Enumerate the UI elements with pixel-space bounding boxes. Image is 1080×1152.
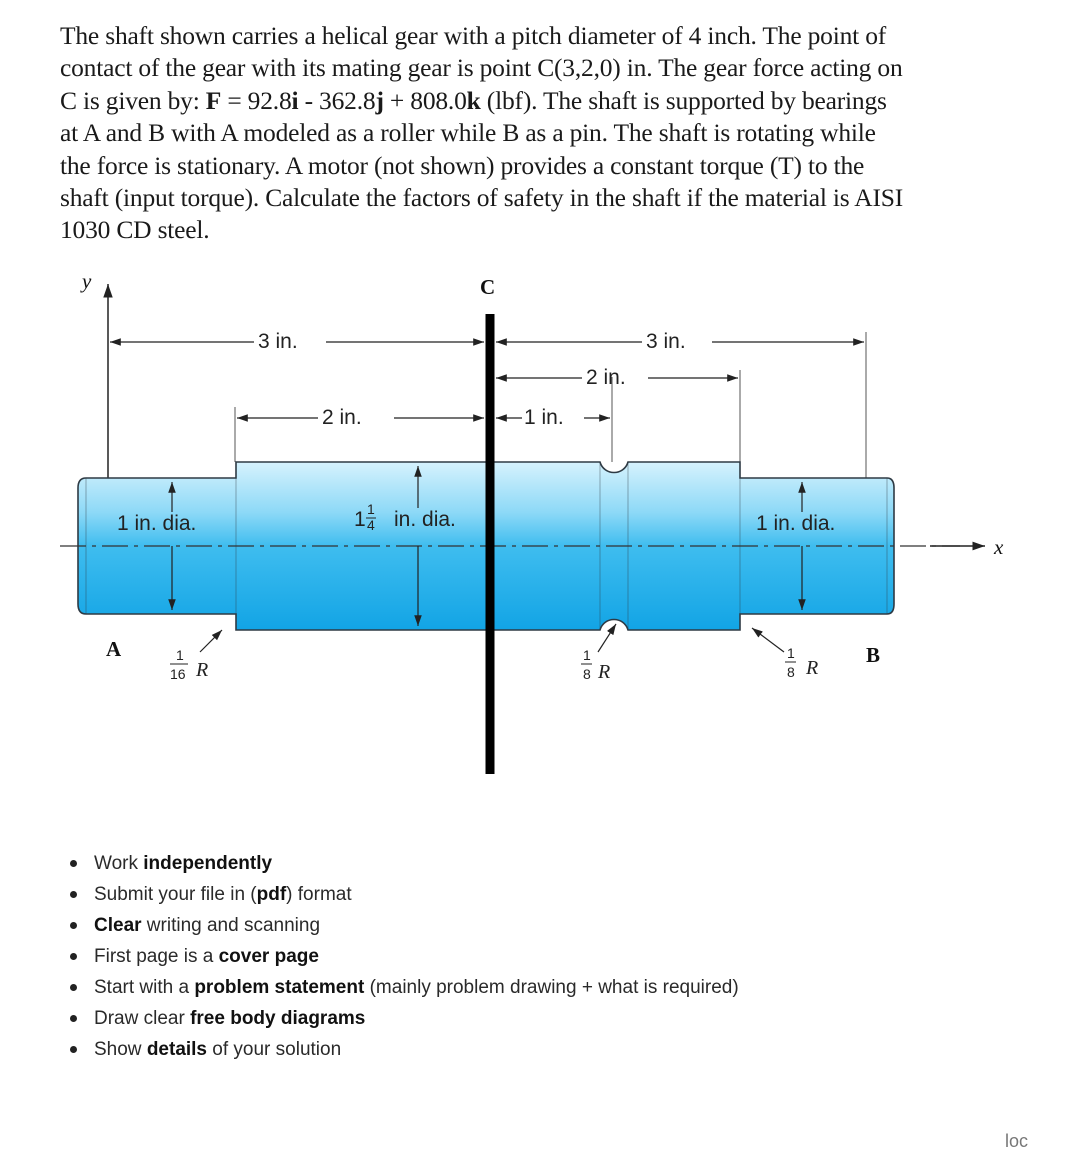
unit-vector-i: i — [291, 85, 299, 115]
fillet-mid-den: 8 — [583, 666, 591, 682]
requirements-list — [70, 848, 739, 1065]
dim-label-1in: 1 in. — [524, 406, 564, 429]
problem-line: 1030 CD steel. — [60, 215, 210, 245]
x-axis-label: x — [994, 535, 1004, 559]
dia-mid-whole: 1 — [354, 508, 366, 531]
emphasis: cover page — [218, 946, 319, 967]
emphasis: free body diagrams — [190, 1008, 366, 1029]
fillet-label-left — [170, 647, 208, 682]
problem-line: shaft (input torque). Calculate the factors of safety in the shaft if the material is AISI — [60, 183, 904, 213]
text: (lbf). The shaft is supported by bearings — [480, 85, 887, 115]
text: writing and scanning — [141, 915, 321, 936]
list-item — [70, 848, 739, 879]
list-item — [70, 941, 739, 972]
text: - 362.8 — [298, 85, 376, 115]
list-item — [70, 910, 739, 941]
text: Work — [94, 853, 144, 874]
list-item — [70, 879, 739, 910]
dim-label-3in-right: 3 in. — [646, 330, 686, 353]
fillet-right-num: 1 — [787, 645, 795, 661]
text: Submit your file in ( — [94, 884, 257, 905]
list-item — [70, 1034, 739, 1065]
force-vector-symbol: F — [205, 85, 222, 115]
point-c-label: C — [480, 275, 496, 299]
fillet-label-right — [785, 645, 818, 680]
dim-label-2in-right: 2 in. — [586, 366, 626, 389]
dia-label-right: 1 in. dia. — [756, 512, 836, 535]
bullet-icon — [70, 922, 77, 929]
emphasis: problem statement — [194, 977, 365, 998]
point-a-label: A — [106, 637, 122, 661]
text: of your solution — [207, 1039, 342, 1060]
problem-line: The shaft shown carries a helical gear with a pitch diameter of 4 inch. The point of — [60, 21, 887, 50]
dia-mid-num: 1 — [367, 501, 375, 517]
dim-label-3in-left: 3 in. — [258, 330, 298, 353]
emphasis: details — [146, 1039, 208, 1060]
emphasis: pdf — [256, 884, 287, 905]
dia-mid-den: 4 — [367, 517, 375, 533]
bullet-icon — [70, 891, 77, 898]
bullet-icon — [70, 1015, 77, 1022]
dia-mid-text: in. dia. — [394, 508, 456, 531]
text: First page is a — [94, 946, 219, 967]
dim-label-2in-left: 2 in. — [322, 406, 362, 429]
fillet-left-den: 16 — [170, 666, 186, 682]
problem-line: contact of the gear with its mating gear is point C(3,2,0) in. The gear force acting on — [60, 53, 903, 83]
unit-vector-j: j — [375, 85, 384, 115]
fillet-leader-right — [752, 628, 784, 652]
text: = 92.8 — [221, 85, 292, 115]
text: Draw clear — [94, 1008, 191, 1029]
bullet-icon — [70, 860, 77, 867]
problem-line — [60, 85, 1020, 117]
list-item — [70, 1003, 739, 1034]
fillet-mid-r: R — [598, 661, 611, 683]
bullet-icon — [70, 953, 77, 960]
bullet-icon — [70, 984, 77, 991]
text: + 808.0 — [383, 85, 467, 115]
fillet-right-r: R — [806, 657, 819, 679]
unit-vector-k: k — [466, 85, 481, 115]
problem-line: at A and B with A modeled as a roller while B as a pin. The shaft is rotating while — [60, 118, 876, 148]
fillet-left-r: R — [196, 659, 209, 681]
list-item — [70, 972, 739, 1003]
fillet-label-mid — [581, 647, 610, 683]
fillet-mid-num: 1 — [583, 647, 591, 663]
corner-text: loc — [1004, 1131, 1028, 1151]
fillet-leader-left — [200, 630, 222, 652]
shaft-diagram — [0, 262, 1080, 782]
text: C is given by: — [60, 85, 206, 115]
emphasis: Clear — [94, 915, 142, 936]
problem-statement — [60, 20, 1020, 247]
text: (mainly problem drawing + what is required) — [364, 977, 739, 998]
text: Show — [94, 1039, 147, 1060]
text: ) format — [286, 884, 352, 905]
dia-label-left: 1 in. dia. — [117, 512, 197, 535]
fillet-right-den: 8 — [787, 664, 795, 680]
point-b-label: B — [866, 643, 881, 667]
text: Start with a — [94, 977, 195, 998]
emphasis: independently — [143, 853, 273, 874]
bullet-icon — [70, 1046, 77, 1053]
problem-line: the force is stationary. A motor (not shown) provides a constant torque (T) to the — [60, 150, 865, 180]
fillet-left-num: 1 — [176, 647, 184, 663]
y-axis-label: y — [82, 269, 92, 293]
